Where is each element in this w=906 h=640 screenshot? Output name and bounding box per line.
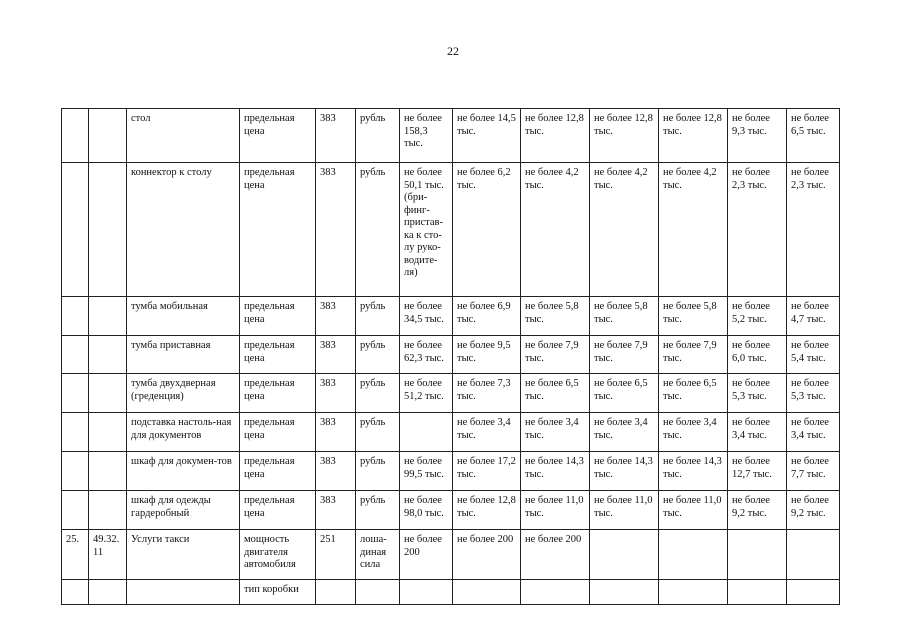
okpd-code-cell: 49.32. 11 xyxy=(89,530,127,580)
value-cell-5: не более 11,0 тыс. xyxy=(659,491,728,530)
value-cell-5: не более 7,9 тыс. xyxy=(659,336,728,374)
value-cell-6: не более 3,4 тыс. xyxy=(728,413,787,452)
value-cell-6 xyxy=(728,580,787,605)
value-cell-3: не более 11,0 тыс. xyxy=(521,491,590,530)
okpd-code-cell xyxy=(89,580,127,605)
value-cell-6: не более 12,7 тыс. xyxy=(728,452,787,491)
row-number-cell xyxy=(62,413,89,452)
unit-cell: рубль xyxy=(356,109,400,163)
value-cell-2 xyxy=(453,580,521,605)
okei-code-cell: 383 xyxy=(316,452,356,491)
okpd-code-cell xyxy=(89,413,127,452)
value-cell-3: не более 3,4 тыс. xyxy=(521,413,590,452)
characteristic-cell: предельная цена xyxy=(240,336,316,374)
unit-cell: рубль xyxy=(356,374,400,413)
value-cell-4: не более 5,8 тыс. xyxy=(590,297,659,336)
row-number-cell xyxy=(62,297,89,336)
okei-code-cell: 383 xyxy=(316,374,356,413)
price-limits-table xyxy=(61,108,840,605)
table-body xyxy=(62,109,840,605)
row-number-cell xyxy=(62,109,89,163)
value-cell-2: не более 6,2 тыс. xyxy=(453,163,521,297)
table-row xyxy=(62,336,840,374)
value-cell-7: не более 2,3 тыс. xyxy=(787,163,840,297)
value-cell-3: не более 14,3 тыс. xyxy=(521,452,590,491)
value-cell-3: не более 4,2 тыс. xyxy=(521,163,590,297)
value-cell-5: не более 3,4 тыс. xyxy=(659,413,728,452)
okpd-code-cell xyxy=(89,336,127,374)
characteristic-cell: мощность двигателя автомобиля xyxy=(240,530,316,580)
value-cell-4: не более 12,8 тыс. xyxy=(590,109,659,163)
value-cell-6: не более 5,2 тыс. xyxy=(728,297,787,336)
row-number-cell xyxy=(62,336,89,374)
row-number-cell: 25. xyxy=(62,530,89,580)
okei-code-cell: 383 xyxy=(316,297,356,336)
value-cell-2: не более 200 xyxy=(453,530,521,580)
characteristic-cell: тип коробки xyxy=(240,580,316,605)
value-cell-4: не более 4,2 тыс. xyxy=(590,163,659,297)
value-cell-4 xyxy=(590,580,659,605)
okei-code-cell: 383 xyxy=(316,109,356,163)
value-cell-7: не более 4,7 тыс. xyxy=(787,297,840,336)
okei-code-cell: 383 xyxy=(316,163,356,297)
table-row xyxy=(62,491,840,530)
value-cell-1: не более 50,1 тыс. (бри-финг-пристав-ка к сто-лу руко-водите-ля) xyxy=(400,163,453,297)
value-cell-1: не более 34,5 тыс. xyxy=(400,297,453,336)
okei-code-cell xyxy=(316,580,356,605)
value-cell-3: не более 5,8 тыс. xyxy=(521,297,590,336)
okpd-code-cell xyxy=(89,297,127,336)
unit-cell: рубль xyxy=(356,491,400,530)
item-name-cell: тумба приставная xyxy=(127,336,240,374)
value-cell-2: не более 6,9 тыс. xyxy=(453,297,521,336)
table-row xyxy=(62,452,840,491)
value-cell-7: не более 3,4 тыс. xyxy=(787,413,840,452)
value-cell-2: не более 17,2 тыс. xyxy=(453,452,521,491)
value-cell-2: не более 3,4 тыс. xyxy=(453,413,521,452)
value-cell-6: не более 6,0 тыс. xyxy=(728,336,787,374)
item-name-cell: шкаф для одежды гардеробный xyxy=(127,491,240,530)
value-cell-5 xyxy=(659,580,728,605)
value-cell-7: не более 9,2 тыс. xyxy=(787,491,840,530)
item-name-cell: тумба двухдверная (греденция) xyxy=(127,374,240,413)
unit-cell: рубль xyxy=(356,413,400,452)
value-cell-5: не более 12,8 тыс. xyxy=(659,109,728,163)
value-cell-6 xyxy=(728,530,787,580)
characteristic-cell: предельная цена xyxy=(240,163,316,297)
value-cell-6: не более 2,3 тыс. xyxy=(728,163,787,297)
value-cell-1: не более 51,2 тыс. xyxy=(400,374,453,413)
value-cell-7 xyxy=(787,580,840,605)
item-name-cell: шкаф для докумен-тов xyxy=(127,452,240,491)
value-cell-1: не более 99,5 тыс. xyxy=(400,452,453,491)
unit-cell: рубль xyxy=(356,163,400,297)
unit-cell: рубль xyxy=(356,297,400,336)
value-cell-3 xyxy=(521,580,590,605)
value-cell-4: не более 7,9 тыс. xyxy=(590,336,659,374)
okpd-code-cell xyxy=(89,374,127,413)
value-cell-2: не более 14,5 тыс. xyxy=(453,109,521,163)
okpd-code-cell xyxy=(89,491,127,530)
table-row xyxy=(62,530,840,580)
table-row xyxy=(62,163,840,297)
value-cell-2: не более 9,5 тыс. xyxy=(453,336,521,374)
value-cell-3: не более 7,9 тыс. xyxy=(521,336,590,374)
characteristic-cell: предельная цена xyxy=(240,452,316,491)
value-cell-2: не более 7,3 тыс. xyxy=(453,374,521,413)
value-cell-4 xyxy=(590,530,659,580)
unit-cell: лоша-диная сила xyxy=(356,530,400,580)
table-row xyxy=(62,413,840,452)
okpd-code-cell xyxy=(89,452,127,491)
value-cell-1: не более 98,0 тыс. xyxy=(400,491,453,530)
value-cell-5: не более 14,3 тыс. xyxy=(659,452,728,491)
value-cell-3: не более 6,5 тыс. xyxy=(521,374,590,413)
value-cell-2: не более 12,8 тыс. xyxy=(453,491,521,530)
value-cell-7 xyxy=(787,530,840,580)
value-cell-6: не более 9,3 тыс. xyxy=(728,109,787,163)
characteristic-cell: предельная цена xyxy=(240,413,316,452)
table-row xyxy=(62,374,840,413)
value-cell-3: не более 12,8 тыс. xyxy=(521,109,590,163)
item-name-cell: Услуги такси xyxy=(127,530,240,580)
row-number-cell xyxy=(62,491,89,530)
value-cell-6: не более 5,3 тыс. xyxy=(728,374,787,413)
okpd-code-cell xyxy=(89,109,127,163)
okei-code-cell: 251 xyxy=(316,530,356,580)
item-name-cell xyxy=(127,580,240,605)
value-cell-7: не более 7,7 тыс. xyxy=(787,452,840,491)
value-cell-1 xyxy=(400,413,453,452)
value-cell-4: не более 3,4 тыс. xyxy=(590,413,659,452)
value-cell-1 xyxy=(400,580,453,605)
table-row xyxy=(62,297,840,336)
item-name-cell: коннектор к столу xyxy=(127,163,240,297)
row-number-cell xyxy=(62,163,89,297)
page-number: 22 xyxy=(447,44,459,58)
value-cell-5: не более 5,8 тыс. xyxy=(659,297,728,336)
unit-cell: рубль xyxy=(356,452,400,491)
okei-code-cell: 383 xyxy=(316,491,356,530)
value-cell-4: не более 11,0 тыс. xyxy=(590,491,659,530)
value-cell-7: не более 5,3 тыс. xyxy=(787,374,840,413)
value-cell-7: не более 5,4 тыс. xyxy=(787,336,840,374)
okei-code-cell: 383 xyxy=(316,413,356,452)
value-cell-4: не более 6,5 тыс. xyxy=(590,374,659,413)
value-cell-1: не более 158,3 тыс. xyxy=(400,109,453,163)
value-cell-1: не более 200 xyxy=(400,530,453,580)
value-cell-4: не более 14,3 тыс. xyxy=(590,452,659,491)
table-row xyxy=(62,109,840,163)
unit-cell xyxy=(356,580,400,605)
value-cell-3: не более 200 xyxy=(521,530,590,580)
value-cell-5: не более 6,5 тыс. xyxy=(659,374,728,413)
value-cell-7: не более 6,5 тыс. xyxy=(787,109,840,163)
characteristic-cell: предельная цена xyxy=(240,109,316,163)
row-number-cell xyxy=(62,580,89,605)
okei-code-cell: 383 xyxy=(316,336,356,374)
item-name-cell: стол xyxy=(127,109,240,163)
table-row xyxy=(62,580,840,605)
value-cell-1: не более 62,3 тыс. xyxy=(400,336,453,374)
row-number-cell xyxy=(62,374,89,413)
item-name-cell: тумба мобильная xyxy=(127,297,240,336)
row-number-cell xyxy=(62,452,89,491)
unit-cell: рубль xyxy=(356,336,400,374)
characteristic-cell: предельная цена xyxy=(240,491,316,530)
characteristic-cell: предельная цена xyxy=(240,297,316,336)
value-cell-6: не более 9,2 тыс. xyxy=(728,491,787,530)
characteristic-cell: предельная цена xyxy=(240,374,316,413)
item-name-cell: подставка настоль-ная для документов xyxy=(127,413,240,452)
value-cell-5 xyxy=(659,530,728,580)
okpd-code-cell xyxy=(89,163,127,297)
value-cell-5: не более 4,2 тыс. xyxy=(659,163,728,297)
